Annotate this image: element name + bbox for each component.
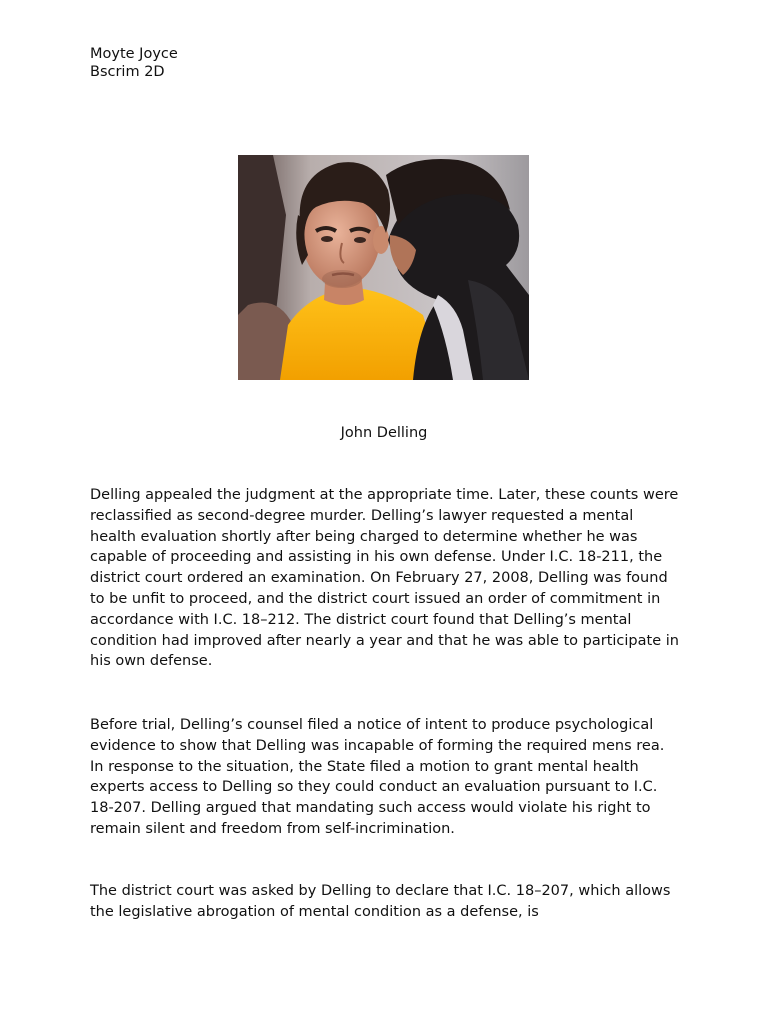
author-name: Moyte Joyce (90, 46, 178, 62)
paragraph-1: Delling appealed the judgment at the appropriate time. Later, these counts were reclassified as second-degree murder. Delling’s lawyer requested a mental health evaluation shortly after being charged to determine whether he was capable of proceeding and assisting in his own defense. Under I.C. 18-211, the district court ordered an examination. On February 27, 2008, Delling was found to be unfit to proceed, and the district court issued an order of commitment in accordance with I.C. 18–212. The district court found that Delling’s mental condition had improved after nearly a year and that he was able to participate in his own defense. (90, 487, 679, 670)
paragraph-3: The district court was asked by Delling to declare that I.C. 18–207, which allows the legislative abrogation of mental condition as a defense, is (90, 883, 671, 920)
paragraph-2: Before trial, Delling’s counsel filed a notice of intent to produce psychological evidence to show that Delling was incapable of forming the required mens rea. In response to the situation, the State filed a motion to grant mental health experts access to Delling so they could conduct an evaluation pursuant to I.C. 18-207. Delling argued that mandating such access would violate his right to remain silent and freedom from self-incrimination. (90, 717, 665, 837)
courtroom-photo (238, 155, 529, 380)
course-section: Bscrim 2D (90, 64, 165, 80)
photo-caption: John Delling (340, 425, 428, 441)
author-header (90, 45, 178, 81)
